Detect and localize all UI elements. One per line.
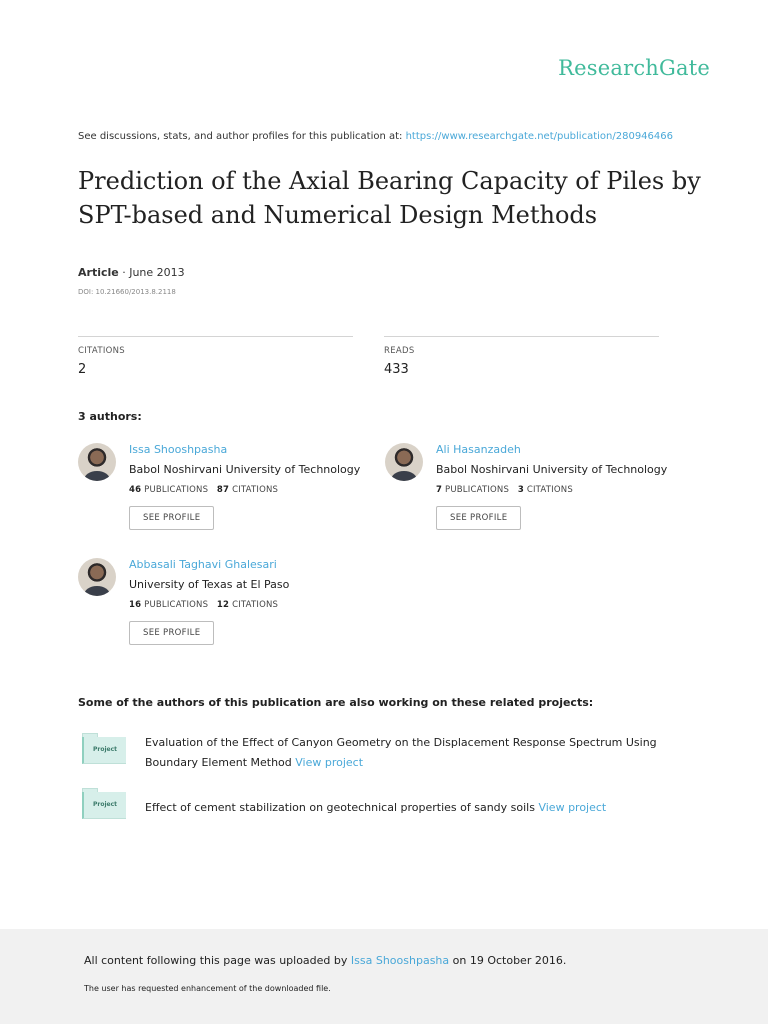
publication-date: · June 2013 — [118, 266, 185, 279]
upload-prefix: All content following this page was uploaded by — [84, 954, 351, 967]
author-institution: Babol Noshirvani University of Technology — [436, 463, 668, 476]
projects-heading: Some of the authors of this publication are also working on these related projects: — [78, 696, 594, 709]
author-citations-label: CITATIONS — [232, 485, 279, 495]
view-project-link[interactable]: View project — [538, 801, 607, 814]
researchgate-logo[interactable]: ResearchGate — [558, 56, 710, 80]
project-icon-label: Project — [82, 792, 126, 819]
author-name-link[interactable]: Issa Shooshpasha — [129, 443, 228, 456]
project-description — [145, 733, 665, 773]
author-name-link[interactable]: Ali Hasanzadeh — [436, 443, 521, 456]
view-project-link[interactable]: View project — [295, 756, 364, 769]
author-citations-label: CITATIONS — [526, 485, 573, 495]
see-profile-button[interactable]: SEE PROFILE — [129, 506, 214, 530]
uploader-link[interactable]: Issa Shooshpasha — [350, 954, 450, 967]
author-publications-label: PUBLICATIONS — [144, 485, 209, 495]
project-folder-icon[interactable] — [82, 788, 124, 820]
author-citations-count: 3 — [517, 485, 524, 495]
upload-info — [84, 954, 566, 967]
enhancement-note: The user has requested enhancement of the downloaded file. — [84, 984, 331, 993]
see-profile-button[interactable]: SEE PROFILE — [129, 621, 214, 645]
publication-url-link[interactable]: https://www.researchgate.net/publication/280946466 — [405, 131, 673, 142]
publication-title: Prediction of the Axial Bearing Capacity of Piles by SPT-based and Numerical Design Methods — [78, 167, 701, 229]
see-profile-button[interactable]: SEE PROFILE — [436, 506, 521, 530]
author-avatar[interactable] — [385, 443, 423, 481]
discussion-line — [78, 131, 673, 142]
reads-stat — [384, 336, 659, 377]
reads-label: READS — [384, 346, 415, 356]
author-publications-count: 16 — [129, 600, 142, 610]
author-institution: Babol Noshirvani University of Technology — [129, 463, 361, 476]
citations-stat — [78, 336, 353, 377]
project-icon-label: Project — [82, 737, 126, 764]
project-description — [145, 798, 665, 818]
author-avatar[interactable] — [78, 558, 116, 596]
author-name-link[interactable]: Abbasali Taghavi Ghalesari — [129, 558, 277, 571]
discussion-text: See discussions, stats, and author profiles for this publication at: — [78, 131, 406, 142]
authors-heading: 3 authors: — [78, 410, 142, 423]
publication-type: Article — [78, 266, 119, 279]
author-publications-label: PUBLICATIONS — [445, 485, 510, 495]
author-stats — [129, 600, 389, 610]
author-citations-count: 87 — [216, 485, 230, 495]
citations-label: CITATIONS — [78, 346, 125, 356]
project-title: Effect of cement stabilization on geotechnical properties of sandy soils — [145, 801, 539, 814]
reads-value: 433 — [384, 362, 409, 377]
publication-meta — [78, 266, 185, 279]
author-stats — [129, 485, 389, 495]
author-publications-label: PUBLICATIONS — [144, 600, 209, 610]
upload-footer — [0, 929, 768, 1024]
author-avatar[interactable] — [78, 443, 116, 481]
author-stats — [436, 485, 696, 495]
author-citations-label: CITATIONS — [232, 600, 279, 610]
publication-doi: DOI: 10.21660/2013.8.2118 — [78, 288, 176, 296]
author-publications-count: 7 — [436, 485, 443, 495]
author-publications-count: 46 — [129, 485, 142, 495]
upload-suffix: on 19 October 2016. — [449, 954, 567, 967]
author-citations-count: 12 — [216, 600, 230, 610]
project-title: Evaluation of the Effect of Canyon Geometry on the Displacement Response Spectrum Using Boundary Element Method — [145, 736, 657, 769]
citations-value: 2 — [78, 362, 87, 377]
author-institution: University of Texas at El Paso — [129, 578, 290, 591]
project-folder-icon[interactable] — [82, 733, 124, 765]
